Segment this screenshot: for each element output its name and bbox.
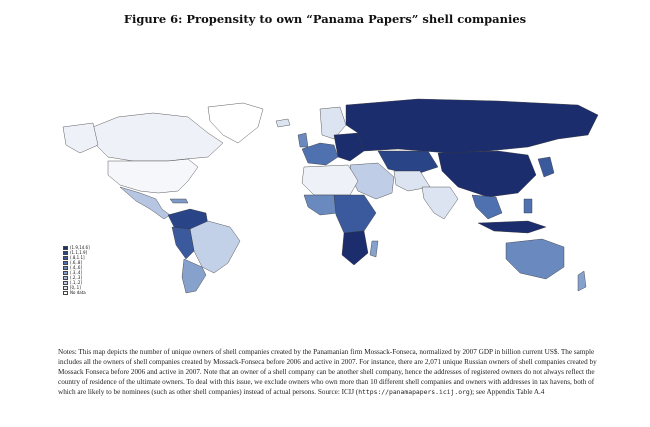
region-caribbean bbox=[170, 199, 188, 203]
legend-label: (1.1,1.9] bbox=[70, 250, 88, 255]
legend-swatch bbox=[63, 266, 68, 270]
map-legend bbox=[63, 245, 90, 295]
legend-label: (.1,.2] bbox=[70, 280, 83, 285]
legend-label: (.6,.8] bbox=[70, 260, 83, 265]
legend-swatch bbox=[63, 251, 68, 255]
region-russia bbox=[346, 99, 598, 153]
region-korea-japan bbox=[538, 157, 554, 177]
region-w-africa bbox=[304, 195, 338, 215]
region-peru bbox=[172, 227, 194, 259]
region-australia bbox=[506, 239, 564, 279]
region-canada bbox=[93, 113, 223, 161]
legend-swatch bbox=[63, 261, 68, 265]
region-new-zealand bbox=[578, 271, 586, 291]
legend-item bbox=[63, 290, 90, 295]
legend-swatch bbox=[63, 246, 68, 250]
figure-title: Figure 6: Propensity to own “Panama Papers” shell companies bbox=[123, 12, 527, 26]
world-choropleth-map bbox=[58, 95, 603, 295]
region-philippines bbox=[524, 199, 532, 213]
region-china bbox=[438, 151, 536, 197]
figure-notes bbox=[58, 347, 598, 397]
notes-tail: ); see Appendix Table A.4 bbox=[469, 388, 545, 396]
region-c-africa bbox=[334, 195, 376, 233]
region-se-asia bbox=[472, 195, 502, 219]
legend-swatch bbox=[63, 286, 68, 290]
region-madagascar bbox=[370, 241, 378, 257]
world-map-svg bbox=[58, 95, 603, 295]
legend-swatch bbox=[63, 281, 68, 285]
region-indonesia bbox=[478, 221, 546, 233]
legend-swatch bbox=[63, 271, 68, 275]
region-iceland bbox=[276, 119, 290, 127]
region-s-africa bbox=[342, 231, 368, 265]
legend-swatch bbox=[63, 276, 68, 280]
legend-swatch bbox=[63, 256, 68, 260]
legend-swatch bbox=[63, 291, 68, 295]
legend-label: No data bbox=[70, 290, 86, 295]
region-alaska bbox=[63, 123, 98, 153]
region-greenland bbox=[208, 103, 263, 143]
legend-label: (.4,.6] bbox=[70, 265, 83, 270]
legend-label: (.3,.4] bbox=[70, 270, 83, 275]
source-url[interactable]: https://panamapapers.icij.org bbox=[358, 388, 470, 396]
legend-label: (.8,1.1] bbox=[70, 255, 85, 260]
region-uk bbox=[298, 133, 308, 147]
region-n-africa bbox=[302, 165, 358, 195]
legend-label: (1.9,14.6] bbox=[70, 245, 90, 250]
legend-label: (.2,.3] bbox=[70, 275, 83, 280]
notes-text: Notes: This map depicts the number of unique owners of shell companies created by the Panamanian firm Mossack-Fonseca, normalized by 2007 GDP in billion current US$. The sample includes all the owners of shell companies created by Mossack-Fonseca before 2006 and active in 2007. For instance, there are 2,071 unique Russian owners of shell companies created by Mossack Fonseca before 2006 and active in 2007. Note that an owner of a shell company can be another shell company, hence the addresses of registered owners do not always reflect the country of residence of the ultimate owners. To deal with this issue, we exclude owners who own more than 10 different shell companies and owners with addresses in tax havens, both of which are likely to be nominees (such as other shell companies) instead of actual persons. Source: ICIJ ( bbox=[58, 348, 597, 396]
region-india bbox=[422, 187, 458, 219]
legend-label: [0,.1] bbox=[70, 285, 81, 290]
